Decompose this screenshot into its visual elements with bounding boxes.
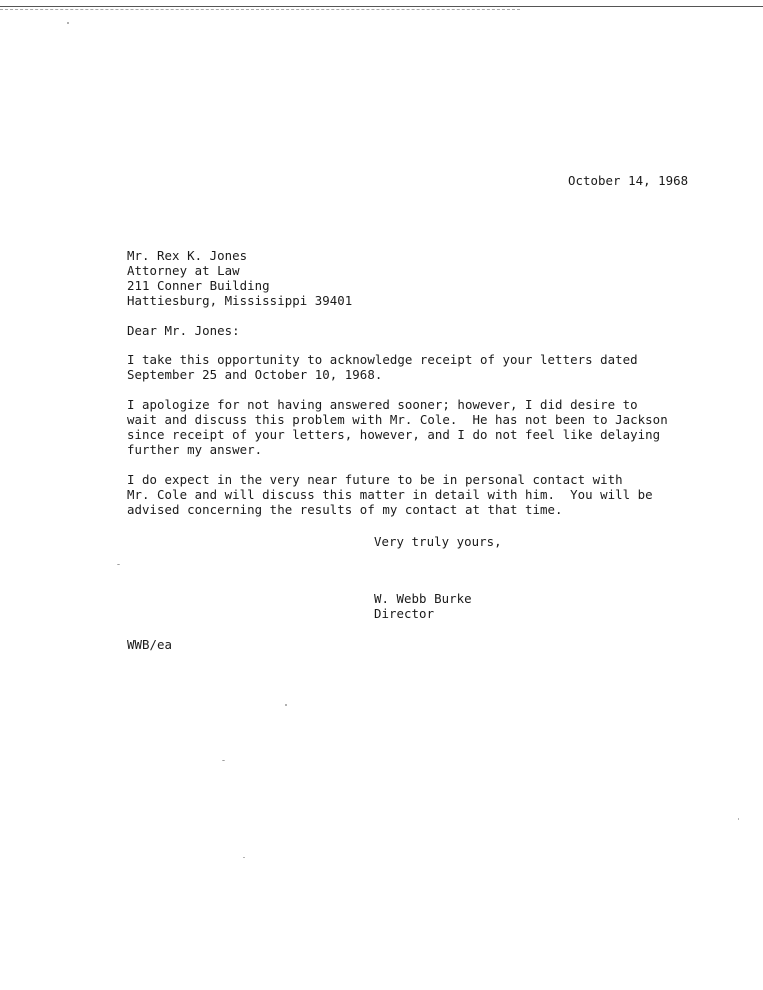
paragraph-1-line: I take this opportunity to acknowledge receipt of your letters dated: [127, 352, 638, 367]
scan-speck: [285, 704, 287, 706]
paragraph-2-line: further my answer.: [127, 442, 263, 457]
scan-speck: [67, 22, 69, 24]
top-edge-dashed-rule: [0, 9, 520, 10]
complimentary-closing: Very truly yours,: [374, 534, 502, 549]
signer-name: W. Webb Burke: [374, 591, 472, 606]
paragraph-3-line: advised concerning the results of my contact at that time.: [127, 502, 563, 517]
scan-speck: [117, 564, 120, 565]
paragraph-1-line: September 25 and October 10, 1968.: [127, 367, 383, 382]
address-line-street: 211 Conner Building: [127, 278, 270, 293]
paragraph-2-line: since receipt of your letters, however, and I do not feel like delaying: [127, 427, 661, 442]
scan-speck: [243, 857, 245, 858]
salutation: Dear Mr. Jones:: [127, 323, 240, 338]
scan-speck: [222, 760, 225, 761]
top-edge-rule: [0, 6, 763, 7]
letter-date: October 14, 1968: [568, 173, 689, 188]
paragraph-3-line: I do expect in the very near future to be in personal contact with: [127, 472, 623, 487]
paragraph-3-line: Mr. Cole and will discuss this matter in detail with him. You will be: [127, 487, 653, 502]
scan-speck: [738, 818, 739, 820]
paragraph-2-line: I apologize for not having answered sooner; however, I did desire to: [127, 397, 638, 412]
address-line-name: Mr. Rex K. Jones: [127, 248, 248, 263]
paragraph-2-line: wait and discuss this problem with Mr. Cole. He has not been to Jackson: [127, 412, 668, 427]
reference-initials: WWB/ea: [127, 637, 173, 652]
address-line-title: Attorney at Law: [127, 263, 240, 278]
signer-title: Director: [374, 606, 435, 621]
address-line-city: Hattiesburg, Mississippi 39401: [127, 293, 353, 308]
